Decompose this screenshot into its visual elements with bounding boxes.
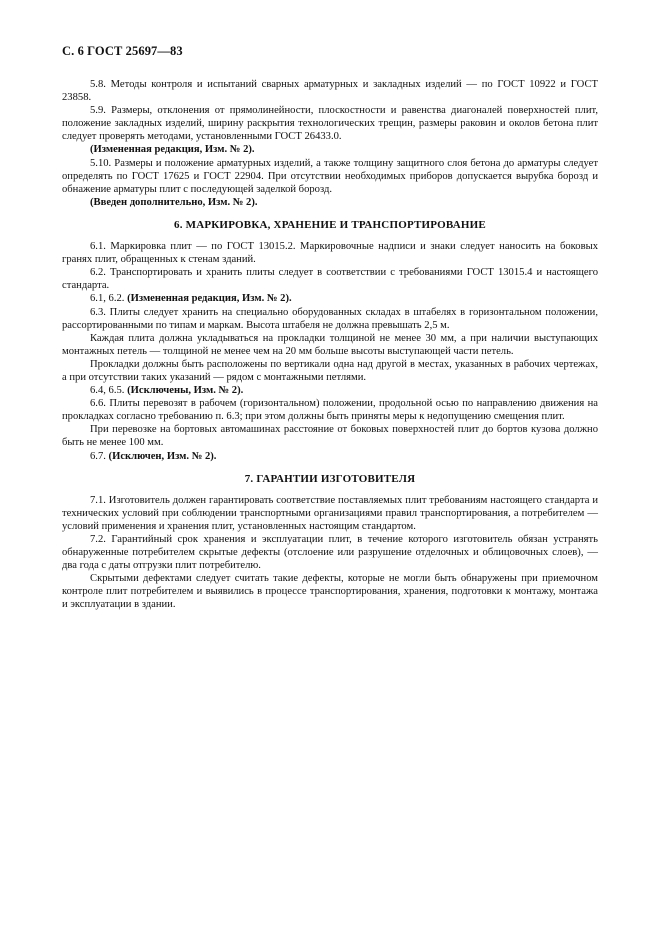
document-body bbox=[62, 78, 598, 612]
section-7-title: 7. ГАРАНТИИ ИЗГОТОВИТЕЛЯ bbox=[244, 472, 416, 485]
paragraph-5-8: 5.8. Методы контроля и испытаний сварных арматурных и закладных изделий — по ГОСТ 10922 и ГОСТ 23858. bbox=[62, 79, 598, 104]
paragraph-6-3: 6.3. Плиты следует хранить на специально оборудованных складах в штабелях в горизонтальном положении, рассортированными по типам и маркам. Высота штабеля не должна превышать 2,5 м. bbox=[62, 306, 598, 331]
paragraph-7-1: 7.1. Изготовитель должен гарантировать соответствие поставляемых плит требованиям настоящего стандарта и технических условий при соблюдении транспортными организациями правил транспортирования, а потребителем — условий применения и хранения плит, установленных настоящим стандартом. bbox=[62, 494, 598, 532]
paragraph-6-4-6-5-prefix: 6.4, 6.5. bbox=[90, 385, 125, 397]
paragraph-6-3-c: Прокладки должны быть расположены по вертикали одна над другой в местах, указанных в рабочих чертежах, а при отсутствии таких указаний — рядом с монтажными петлями. bbox=[62, 358, 598, 383]
note-5-9: (Измененная редакция, Изм. № 2). bbox=[90, 144, 255, 156]
paragraph-5-10: 5.10. Размеры и положение арматурных изделий, а также толщину защитного слоя бетона до арматуры следует определять по ГОСТ 17625 и ГОСТ 22904. При отсутствии необходимых приборов допускается вырубка борозд и обнажение арматуры плит с последующей заделкой борозд. bbox=[62, 157, 598, 195]
paragraph-6-1-6-2-note bbox=[62, 292, 598, 305]
paragraph-7-2-b: Скрытыми дефектами следует считать такие дефекты, которые не могли быть обнаружены при приемочном контроле плит потребителем и выявились в процессе транспортирования, хранения, подготовки к монтажу, монтажа и эксплуатации в здании. bbox=[62, 573, 598, 611]
paragraph-5-9: 5.9. Размеры, отклонения от прямолинейности, плоскостности и равенства диагоналей поверхностей плит, положение закладных изделий, ширину раскрытия технологических трещин, размеры раковин и околов бетона плит следует проверять методами, установленными ГОСТ 26433.0. bbox=[62, 105, 598, 143]
note-6-1-6-2: (Измененная редакция, Изм. № 2). bbox=[127, 293, 292, 305]
note-6-4-6-5: (Исключены, Изм. № 2). bbox=[127, 385, 244, 397]
paragraph-6-1-6-2-prefix: 6.1, 6.2. bbox=[90, 293, 125, 305]
paragraph-6-1: 6.1. Маркировка плит — по ГОСТ 13015.2. Маркировочные надписи и знаки следует наносить на боковых гранях плит, обращенных к стенам зданий. bbox=[62, 241, 598, 266]
paragraph-6-2: 6.2. Транспортировать и хранить плиты следует в соответствии с требованиями ГОСТ 13015.4 и настоящего стандарта. bbox=[62, 267, 598, 292]
paragraph-6-6-b: При перевозке на бортовых автомашинах расстояние от боковых поверхностей плит до бортов кузова должно быть не менее 100 мм. bbox=[62, 424, 598, 449]
paragraph-6-4-6-5-note bbox=[62, 384, 598, 397]
note-5-10: (Введен дополнительно, Изм. № 2). bbox=[90, 196, 258, 208]
paragraph-7-2: 7.2. Гарантийный срок хранения и эксплуатации плит, в течение которого изготовитель обязан устранять обнаруженные потребителем скрытые дефекты (отслоение или разрушение отделочных и облицовочных слоев), — два года с даты отгрузки плит потребителю. bbox=[62, 534, 598, 572]
paragraph-6-7-prefix: 6.7. bbox=[90, 450, 106, 462]
paragraph-6-6: 6.6. Плиты перевозят в рабочем (горизонтальном) положении, продольной осью по направлению движения на прокладках согласно требованию п. 6.3; при этом должны быть приняты меры к недопущению смещения плит. bbox=[62, 398, 598, 423]
paragraph-6-7-note bbox=[62, 450, 598, 463]
note-6-7: (Исключен, Изм. № 2). bbox=[108, 450, 217, 462]
paragraph-6-3-b: Каждая плита должна укладываться на прокладки толщиной не менее 30 мм, а при наличии выступающих монтажных петель — толщиной не менее чем на 20 мм больше высоты выступающей части петель. bbox=[62, 332, 598, 357]
page-header: С. 6 ГОСТ 25697—83 bbox=[62, 44, 183, 58]
section-6-title: 6. МАРКИРОВКА, ХРАНЕНИЕ И ТРАНСПОРТИРОВАНИЕ bbox=[174, 218, 486, 231]
